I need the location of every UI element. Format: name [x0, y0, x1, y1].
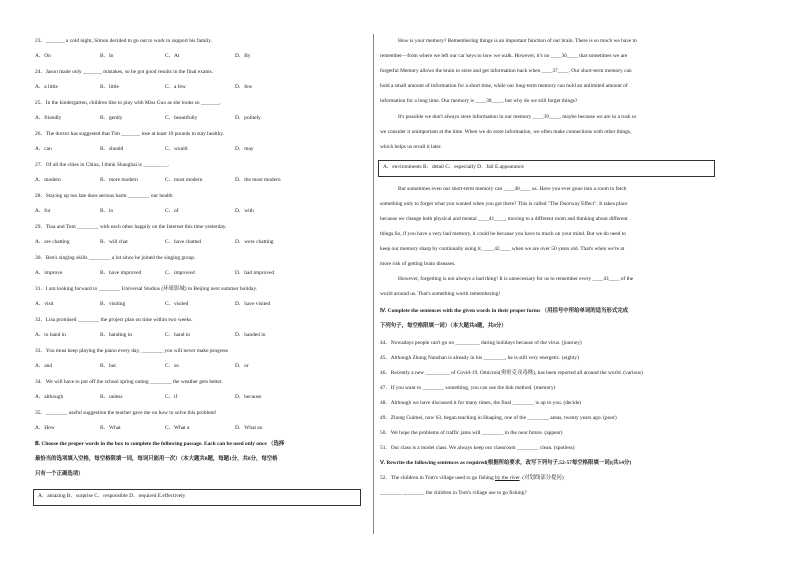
question-options — [35, 239, 355, 247]
question-49: 49．Zhong Guimei, now 63, began teaching in Huaping, one of the ________ areas, twenty years ago. (poor) — [380, 415, 617, 421]
question-options — [35, 332, 355, 340]
option-choice[interactable]: C．of — [165, 208, 179, 214]
option-choice[interactable]: D．because — [235, 394, 262, 400]
section-3-heading: 最恰当的选项填入空格，每空格限填一词，每词只能用一次）（本大题共8题，每题1分，共8分，每空格 — [35, 456, 278, 462]
question-stem: 32．Lisa promised ________ the project plan on time within two weeks. — [35, 317, 193, 323]
option-choice[interactable]: B．will chat — [100, 239, 128, 245]
option-choice[interactable]: B．to — [100, 208, 114, 214]
option-choice[interactable]: A．a little — [35, 84, 58, 90]
option-choice[interactable]: D．By — [235, 53, 251, 59]
passage2-line: keep our memory sharp by continually using it, ____42____ when we are over 50 years old. That's when we're at — [380, 246, 625, 252]
question-stem: 34．We will have to put off the school spring outing ________ the weather gets better. — [35, 379, 223, 385]
option-choice[interactable]: D．What an — [235, 425, 263, 431]
option-choice[interactable]: D．may — [235, 146, 254, 152]
option-choice[interactable]: D．handed in — [235, 332, 266, 338]
question-stem: 27．Of all the cities in China, I think Shanghai is _________. — [35, 162, 169, 168]
question-options — [35, 177, 355, 185]
option-choice[interactable]: C．hand in — [165, 332, 191, 338]
question-52 — [380, 475, 564, 482]
passage2-line: things.So, if you have a very bad memory, it could be because you have to much on your mind. But we do need to — [380, 231, 626, 237]
word-box-1 — [33, 489, 361, 506]
question-options — [35, 115, 355, 123]
option-choice[interactable]: C．a few — [165, 84, 186, 90]
option-choice[interactable]: A．can — [35, 146, 52, 152]
column-divider — [373, 34, 374, 534]
option-choice[interactable]: C．if — [165, 394, 178, 400]
q52-tail: . (对划线部分提问) — [519, 475, 564, 481]
question-stem: 29．Tina and Tom ________ with each other happily on the Internet this time yesterday. — [35, 224, 227, 230]
option-choice[interactable]: C．improved — [165, 270, 195, 276]
passage1-line: information for a long time. Our memory is ____38____, but why do we still forget things? — [380, 98, 578, 104]
question-stem: 24．Jason made only _______ mistakes, so he got good results in the final exams. — [35, 69, 214, 75]
option-choice[interactable]: C．What a — [165, 425, 190, 431]
option-choice[interactable]: A．visit — [35, 301, 54, 307]
option-choice[interactable]: D．have visited — [235, 301, 271, 307]
passage1-line: How is your memory? Remembering things is an important function of our brain. There is so much we have to — [398, 38, 637, 44]
word-box-2-text: A．environments B．detail C．especially D．fail E.appearance — [383, 164, 524, 170]
option-choice[interactable]: B．but — [100, 363, 116, 369]
passage1-line: hold a small amount of information for a short time, while our long-term memory can hold an unlimited amount of — [380, 83, 628, 89]
word-box-1-text: A．amazing B．surprise C．responsible D．required E.effectively — [38, 493, 186, 499]
passage1-line: we consider it unimportant at the time. When we do store information, we often make connections with other things, — [380, 129, 632, 135]
option-choice[interactable]: D．few — [235, 84, 253, 90]
passage2-line: more risk of getting brain diseases. — [380, 261, 456, 267]
option-choice[interactable]: C．visited — [165, 301, 189, 307]
section-3-heading: Ⅲ. Choose the proper words in the box to complete the following passage. Each can be used only once （选择 — [35, 441, 285, 447]
option-choice[interactable]: C．so — [165, 363, 179, 369]
option-choice[interactable]: A．are chatting — [35, 239, 70, 245]
option-choice[interactable]: B．unless — [100, 394, 123, 400]
question-options — [35, 363, 355, 371]
passage1-line: forgetful Memory allows the brain to store and get information back when ____37____. Our short-term memory can — [380, 68, 632, 74]
option-choice[interactable]: A．On — [35, 53, 51, 59]
option-choice[interactable]: B．visiting — [100, 301, 126, 307]
option-choice[interactable]: D．had improved — [235, 270, 275, 276]
option-choice[interactable]: D．the most modern — [235, 177, 281, 183]
question-stem: 26．The doctor has suggested that Tim _______ lose at least 10 pounds to stay healthy. — [35, 131, 225, 137]
passage1-line: remember—from where we left our car keys to how we walk. However, it's no ____36____ that sometimes we are — [380, 53, 628, 59]
option-choice[interactable]: B．In — [100, 53, 114, 59]
option-choice[interactable]: B．more modern — [100, 177, 138, 183]
option-choice[interactable]: C．beautifully — [165, 115, 198, 121]
option-choice[interactable]: A．although — [35, 394, 64, 400]
question-options — [35, 146, 355, 154]
passage1-line: which helps us recall it later. — [380, 144, 442, 150]
question-options — [35, 53, 355, 61]
question-stem: 28．Staying up too late does serious harm ________ our health — [35, 193, 173, 199]
question-stem: 35．________ useful suggestion the teacher gave me on how to solve this problem! — [35, 410, 217, 416]
option-choice[interactable]: A．for — [35, 208, 51, 214]
passage2-line: because we change both physical and mental ____41____, moving to a different room and thinking about different — [380, 216, 628, 222]
option-choice[interactable]: A．improve — [35, 270, 63, 276]
q52-stem: 52．The children in Tom's village used to go fishing — [380, 475, 496, 481]
question-options — [35, 394, 355, 402]
option-choice[interactable]: C．would — [165, 146, 188, 152]
question-stem: 33．You must keep playing the piano every day, ________ you will never make progress — [35, 348, 229, 354]
option-choice[interactable]: A．and — [35, 363, 53, 369]
option-choice[interactable]: C．At — [165, 53, 180, 59]
section-4-heading: Ⅳ. Complete the sentences with the given words in their proper forms （用括号中所给单词的适当形式完成 — [380, 308, 628, 314]
question-options — [35, 84, 355, 92]
option-choice[interactable]: D．or — [235, 363, 249, 369]
option-choice[interactable]: C．most modern — [165, 177, 203, 183]
q52-underlined: by the river — [495, 475, 520, 481]
passage2-line: However, forgetting is not always a bad thing! It is unnecessary for us to remember every ____43____ of the — [398, 276, 634, 282]
question-46: 46．Recently a new _________ of Covid-19, Omicron(奥密克戎毒株), has been reported all around the world. (various) — [380, 370, 643, 376]
passage1-line: It's possible we don't always store information in our memory ____39____, maybe because we are in a rush or — [398, 114, 637, 120]
option-choice[interactable]: A．How — [35, 425, 55, 431]
option-choice[interactable]: B．handing in — [100, 332, 132, 338]
option-choice[interactable]: B．have improved — [100, 270, 142, 276]
question-options — [35, 425, 355, 433]
section-5-heading: Ⅴ. Rewrite the following sentences as required(根据所给要求，改写下列句子,52-57每空格限填一词)(共14分) — [380, 460, 632, 466]
question-44: 44．Nowadays people can't go on _________ during holidays because of the virus. (journey) — [380, 340, 582, 346]
option-choice[interactable]: B．should — [100, 146, 124, 152]
passage2-line: world around us. That's something worth remembering! — [380, 291, 501, 297]
section-4-heading: 下列句子，每空格限填一词）（本大题共8题，共8分） — [380, 323, 507, 329]
option-choice[interactable]: C．have chatted — [165, 239, 202, 245]
question-stem: 30．Ben's singing skills ________ a lot since he joined the singing group. — [35, 255, 196, 261]
option-choice[interactable]: D．with — [235, 208, 254, 214]
option-choice[interactable]: A．modern — [35, 177, 61, 183]
question-options — [35, 270, 355, 278]
question-52-answer: ________ ________ the children in Tom's village use to go fishing? — [380, 490, 527, 496]
question-48: 48．Although we have discussed it for many times, the final ________ is up to you. (decide) — [380, 400, 582, 406]
question-45: 45．Although Zhong Nanshan is already in his ________, he is still very energetic. (eighty) — [380, 355, 579, 361]
word-box-2 — [378, 160, 715, 177]
question-47: 47．If you want to ________ something, you can use the link method. (memory) — [380, 385, 556, 391]
option-choice[interactable]: D．were chatting — [235, 239, 274, 245]
section-3-heading: 只有一个正确选项） — [35, 471, 84, 477]
question-options — [35, 208, 355, 216]
option-choice[interactable]: B．What — [100, 425, 121, 431]
option-choice[interactable]: B．little — [100, 84, 119, 90]
question-stem: 25．In the kindergarten, children like to play with Miss Guo as she looks so _______. — [35, 100, 222, 106]
option-choice[interactable]: D．politely — [235, 115, 261, 121]
passage2-line: something only to forget what you wanted when you got there? This is called "The Doorway Effect". It takes place — [380, 201, 628, 207]
question-stem: 31．I am looking forward to ________ Universal Studios (环球影城) in Beijing next summer holiday. — [35, 286, 258, 292]
passage2-line: But sometimes even our short-term memory can ____40____ us. Have you ever gone into a room to fetch — [398, 186, 627, 192]
option-choice[interactable]: B．gently — [100, 115, 123, 121]
question-stem: 23．_______ a cold night, Simon decided to go out to work to support his family. — [35, 38, 212, 44]
question-51: 51．Our class is a model class. We always keep our classroom ________ clean. (spotless) — [380, 445, 575, 451]
question-options — [35, 301, 355, 309]
question-50: 50．We hope the problems of traffic jams will ________ in the near future. (appear) — [380, 430, 563, 436]
option-choice[interactable]: A．friendly — [35, 115, 62, 121]
option-choice[interactable]: A．to hand in — [35, 332, 66, 338]
